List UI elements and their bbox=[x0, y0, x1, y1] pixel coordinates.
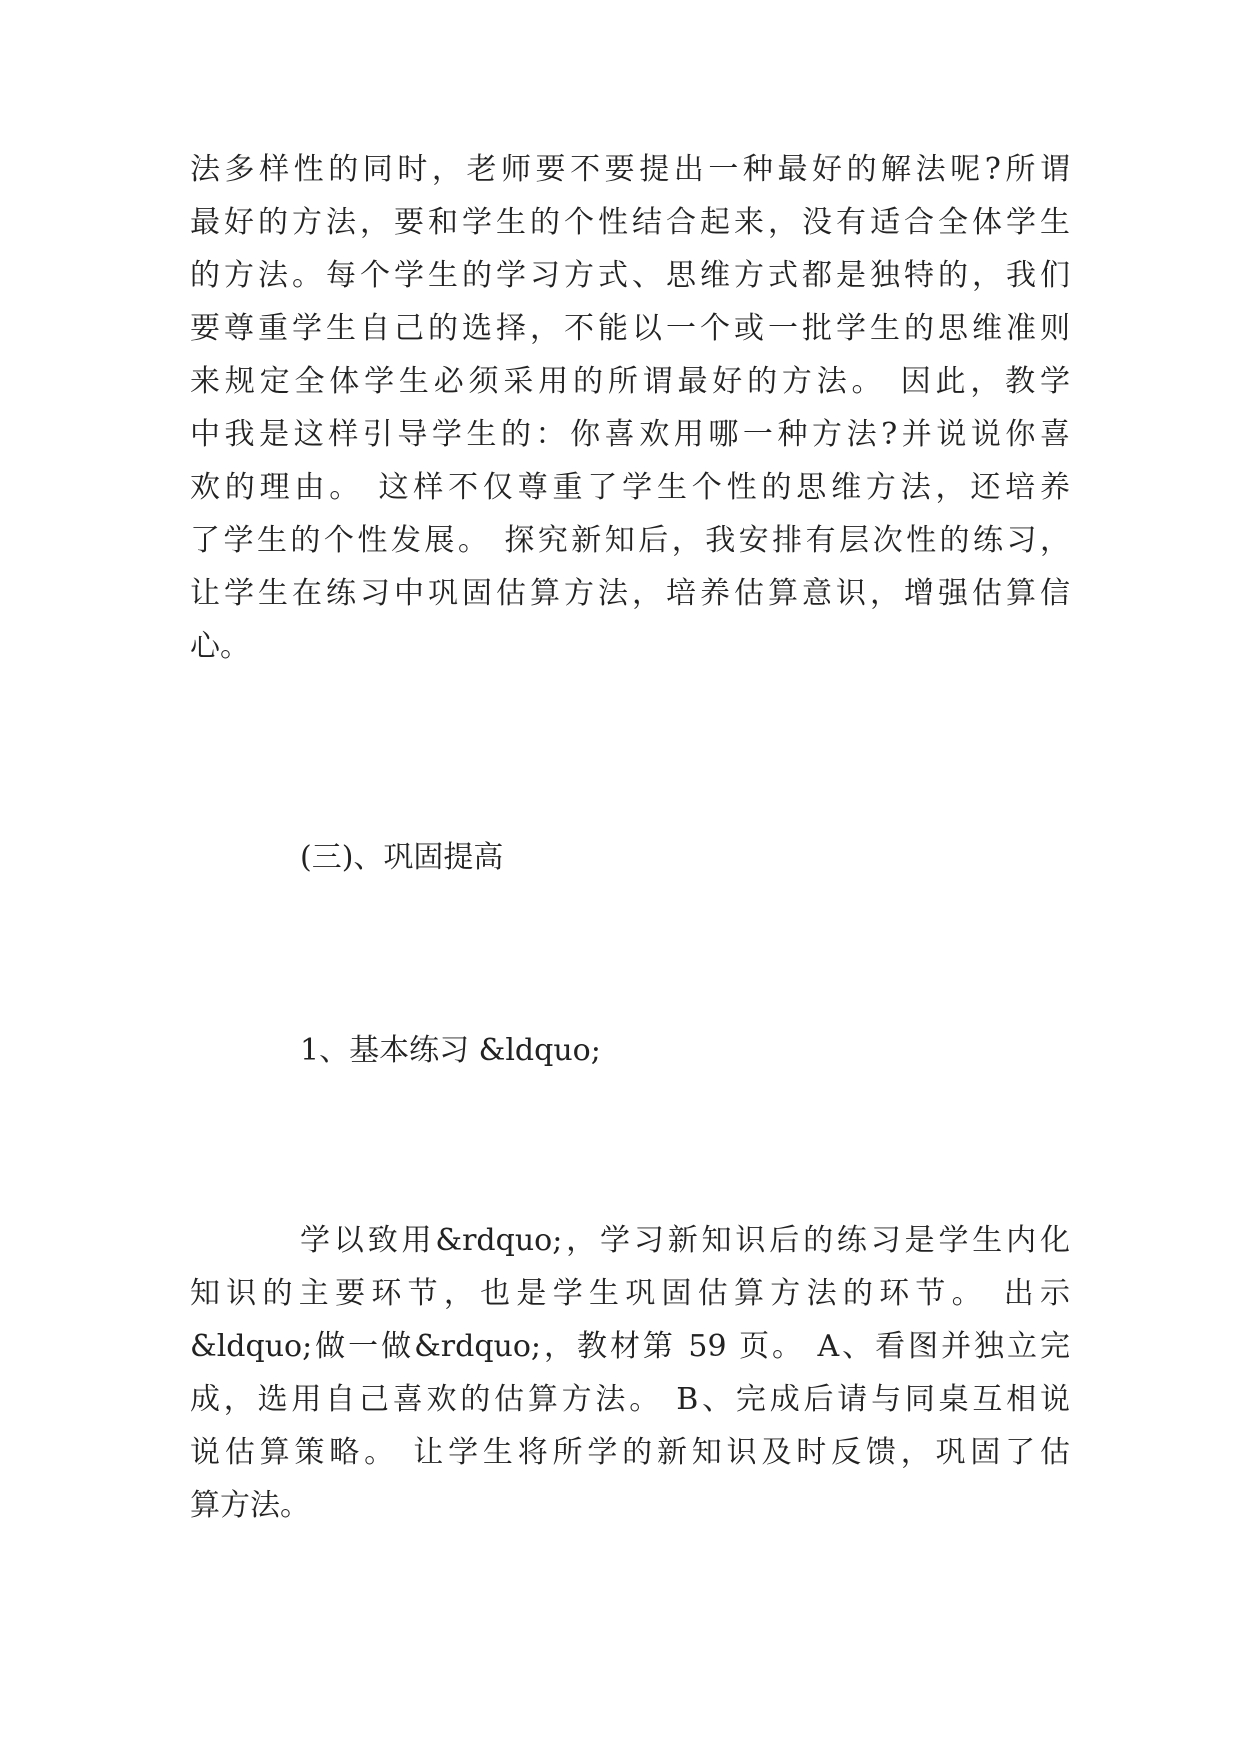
section-heading: (三)、巩固提高 bbox=[300, 840, 504, 875]
subsection-heading: 1、基本练习 &ldquo; bbox=[300, 1033, 601, 1068]
paragraph-2-line: 知识的主要环节，也是学生巩固估算方法的环节。 出示 bbox=[190, 1276, 1070, 1311]
paragraph-1-line: 了学生的个性发展。 探究新知后，我安排有层次性的练习， bbox=[190, 523, 1070, 558]
paragraph-1-line: 心。 bbox=[190, 629, 250, 664]
paragraph-2-line: 成，选用自己喜欢的估算方法。 B、完成后请与同桌互相说 bbox=[190, 1382, 1070, 1417]
paragraph-1-line: 法多样性的同时，老师要不要提出一种最好的解法呢?所谓 bbox=[190, 152, 1070, 187]
paragraph-1-line: 中我是这样引导学生的：你喜欢用哪一种方法?并说说你喜 bbox=[190, 417, 1070, 452]
paragraph-2-line: 学以致用&rdquo;，学习新知识后的练习是学生内化 bbox=[300, 1223, 1070, 1258]
paragraph-1-line: 欢的理由。 这样不仅尊重了学生个性的思维方法，还培养 bbox=[190, 470, 1070, 505]
paragraph-1-line: 要尊重学生自己的选择，不能以一个或一批学生的思维准则 bbox=[190, 311, 1070, 346]
paragraph-1-line: 的方法。每个学生的学习方式、思维方式都是独特的，我们 bbox=[190, 258, 1070, 293]
paragraph-1-line: 让学生在练习中巩固估算方法，培养估算意识，增强估算信 bbox=[190, 576, 1070, 611]
paragraph-1-line: 来规定全体学生必须采用的所谓最好的方法。 因此，教学 bbox=[190, 364, 1070, 399]
paragraph-2-line: 说估算策略。 让学生将所学的新知识及时反馈，巩固了估 bbox=[190, 1435, 1070, 1470]
paragraph-2-line: &ldquo;做一做&rdquo;，教材第 59 页。 A、看图并独立完 bbox=[190, 1329, 1070, 1364]
paragraph-2-line: 算方法。 bbox=[190, 1488, 310, 1523]
paragraph-1-line: 最好的方法，要和学生的个性结合起来，没有适合全体学生 bbox=[190, 205, 1070, 240]
